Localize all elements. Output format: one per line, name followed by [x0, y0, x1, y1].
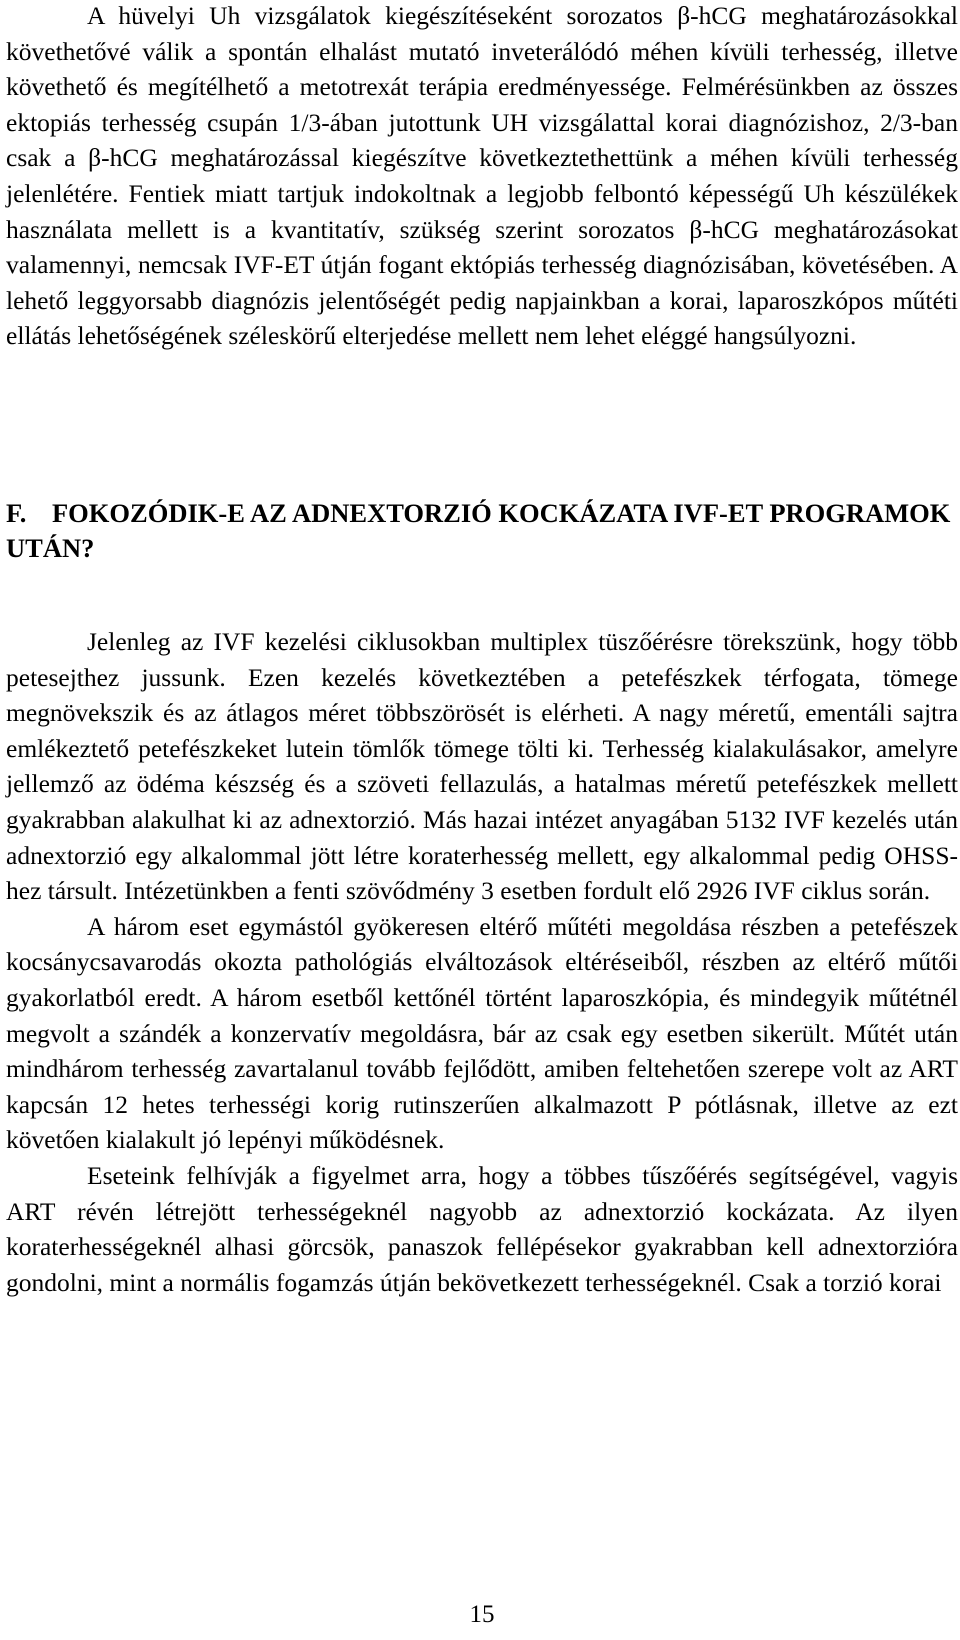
paragraph-conclusion: Eseteink felhívják a figyelmet arra, hogy a többes tűszőérés segítségével, vagyis ART révén létrejött terhességeknél nagyobb az adnextorzió kockázata. Az ilyen koraterhességeknél alhasi görcsök, panaszok fellépésekor gyakrabban kell adnextorzióra gondolni, mint a normális fogamzás útján bekövetkezett terhességeknél. Csak a torzió korai: [6, 1160, 958, 1297]
paragraph-ivf-ovaries: Jelenleg az IVF kezelési ciklusokban multiplex tüszőérésre törekszünk, hogy több petesejthez jussunk. Ezen kezelés következtében a petefészkek térfogata, tömege megnövekszik és az átlagos méret többszörösét is elérheti. A nagy méretű, ementáli sajtra emlékeztető petefészkeket lutein tömlők tömege tölti ki. Terhesség kialakulásakor, amelyre jellemző az ödéma készség és a szöveti fellazulás, a hatalmas méretű petefészkek mellett gyakrabban alakulhat ki az adnextorzió. Más hazai intézet anyagában 5132 IVF kezelés után adnextorzió egy alkalommal jött létre koraterhesség mellett, egy alkalommal pedig OHSS-hez társult. Intézetünkben a fenti szövődmény 3 esetben fordult elő 2926 IVF ciklus során.: [6, 627, 958, 906]
page-number: 15: [469, 1601, 495, 1628]
paragraph-three-cases: A három eset egymástól gyökeresen eltérő műtéti megoldása részben a petefészek kocsánycsavarodás okozta pathológiás elváltozások eltéréseiből, részben az eltérő műtői gyakorlatból eredt. A három esetből kettőnél történt laparoszkópia, és mindegyik műtétnél megvolt a szándék a konzervatív megoldásra, bár az csak egy esetben sikerült. Műtét után mindhárom terhesség zavartalanul tovább fejlődött, amiben feltehetően szerepe volt az ART kapcsán 12 hetes terhességi korig rutinszerűen alkalmazott P pótlásnak, illetve az ezt követően kialakult jó lepényi működésnek.: [6, 911, 958, 1155]
paragraph-ultrasound-diagnosis: A hüvelyi Uh vizsgálatok kiegészítéseként sorozatos β-hCG meghatározásokkal követhetővé válik a spontán elhalást mutató inveterálódó méhen kívüli terhesség, illetve követhető és megítélhető a metotrexát terápia eredményessége. Felmérésünkben az összes ektopiás terhesség csupán 1/3-ában jutottunk UH vizsgálattal korai diagnózishoz, 2/3-ban csak a β-hCG meghatározással kiegészítve következtethettünk a méhen kívüli terhesség jelenlétére. Fentiek miatt tartjuk indokoltnak a legjobb felbontó képességű Uh készülékek használata mellett is a kvantitatív, szükség szerint sorozatos β-hCG meghatározásokat valamennyi, nemcsak IVF-ET útján fogant ektópiás terhesség diagnózisában, követésében. A lehető leggyorsabb diagnózis jelentőségét pedig napjainkban a korai, laparoszkópos műtéti ellátás lehetőségének széleskörű elterjedése mellett nem lehet eléggé hangsúlyozni.: [6, 1, 958, 351]
section-body: [6, 624, 958, 1300]
section-number: F.: [6, 498, 27, 528]
section-heading: [6, 496, 958, 566]
section-title: FOKOZÓDIK-E AZ ADNEXTORZIÓ KOCKÁZATA IVF-ET PROGRAMOK UTÁN?: [6, 498, 951, 563]
document-page: [6, 0, 958, 1640]
